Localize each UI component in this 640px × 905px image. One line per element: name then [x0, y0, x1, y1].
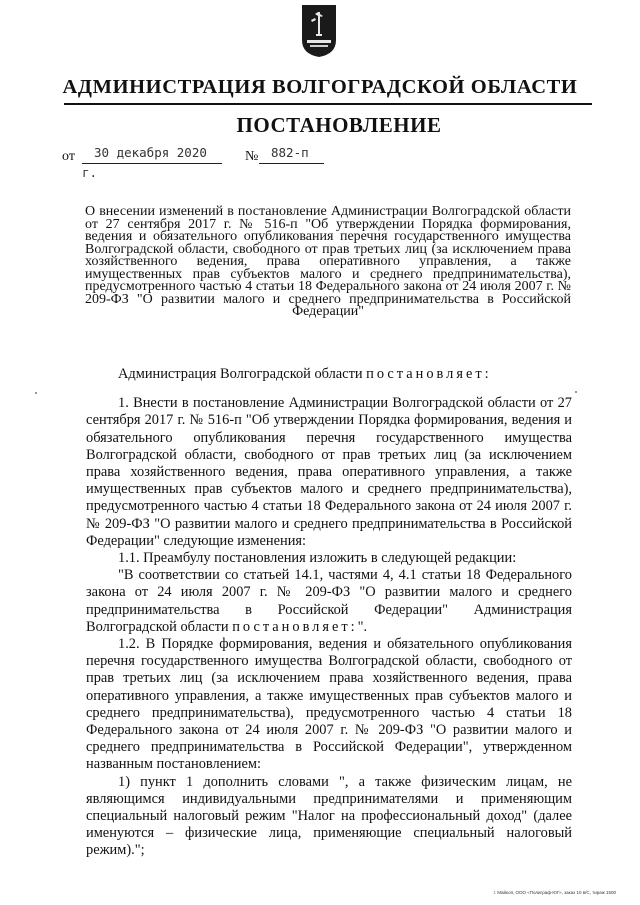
- paragraph-1-2-1: 1) пункт 1 дополнить словами ", а также физическим лицам, не являющимся индивидуальными предпринимателями и применяющим специальный налоговый режим "Налог на профессиональный доход" (далее именуются – физические лица, применяющие специальный налоговый режим).";: [86, 773, 572, 859]
- document-body: [86, 366, 572, 860]
- preamble-text: Администрация Волгоградской области: [118, 366, 367, 382]
- paragraph-1-1: 1.1. Преамбулу постановления изложить в следующей редакции:: [118, 550, 517, 567]
- date-field: [82, 143, 222, 180]
- date-prefix: от: [62, 149, 75, 164]
- number-prefix: №: [245, 149, 259, 164]
- preamble: [86, 366, 572, 383]
- header-rule: [64, 103, 592, 105]
- printer-imprint: г. Майкоп, ООО «Полиграф-ЮГ», заказ 10 в/С, тираж 1500: [493, 890, 616, 895]
- scan-speck: [35, 392, 37, 394]
- preamble-spaced-word: постановляет:: [366, 366, 492, 382]
- document-type: ПОСТАНОВЛЕНИЕ: [236, 113, 442, 137]
- number-field: [259, 143, 324, 164]
- date-value: 30 декабря 2020 г.: [82, 145, 207, 180]
- document-title: О внесении изменений в постановление Администрации Волгоградской области от 27 сентября 2017 г. № 516-п "Об утверждении Порядка формирования, ведения и обязательного опубликования перечня государственного имущества Волгоградской области, свободного от прав третьих лиц (за исключением права хозяйственного ведения, права оперативного управления, а также имущественных прав субъектов малого и среднего предпринимательства), предусмотренного частью 4 статьи 18 Федерального закона от 24 июля 2007 г. № 209-ФЗ "О развитии малого и среднего предпринимательства в Российской Федерации": [85, 204, 571, 319]
- volgograd-coat-of-arms-icon: [301, 4, 337, 58]
- paragraph-1-1-quote: [86, 567, 572, 636]
- paragraph-1: 1. Внести в постановление Администрации Волгоградской области от 27 сентября 2017 г. № 516-п "Об утверждении Порядка формирования, ведения и обязательного опубликования перечня государственного имущества Волгоградской области, свободного от прав третьих лиц (за исключением права хозяйственного ведения, права оперативного управления, а также имущественных прав субъектов малого и среднего предпринимательства), предусмотренного частью 4 статьи 18 Федерального закона от 24 июля 2007 г. № 209-ФЗ "О развитии малого и среднего предпринимательства в Российской Федерации" следующие изменения:: [86, 395, 572, 549]
- quote-end: ".: [357, 618, 368, 635]
- quote-text: "В соответствии со статьей 14.1, частями 4, 4.1 статьи 18 Федерального закона от 24 июля 2007 г. № 209-ФЗ "О развитии малого и среднего предпринимательства в Российской Федерации" Администрация Волгоградской области: [86, 567, 572, 635]
- quote-spaced-word: постановляет:: [232, 618, 358, 635]
- authority-name: АДМИНИСТРАЦИЯ ВОЛГОГРАДСКОЙ ОБЛАСТИ: [62, 76, 578, 98]
- number-value: 882-п: [271, 145, 309, 160]
- scan-speck: [575, 391, 577, 393]
- paragraph-1-2: 1.2. В Порядке формирования, ведения и обязательного опубликования перечня государственного имущества Волгоградской области, свободного от прав третьих лиц (за исключением права хозяйственного ведения, права оперативного управления, а также имущественных прав субъектов малого и среднего предпринимательства), предусмотренного частью 4 статьи 18 Федерального закона от 24 июля 2007 г. № 209-ФЗ "О развитии малого и среднего предпринимательства в Российской Федерации", утвержденном названным постановлением:: [86, 636, 572, 773]
- date-number-line: [62, 143, 362, 180]
